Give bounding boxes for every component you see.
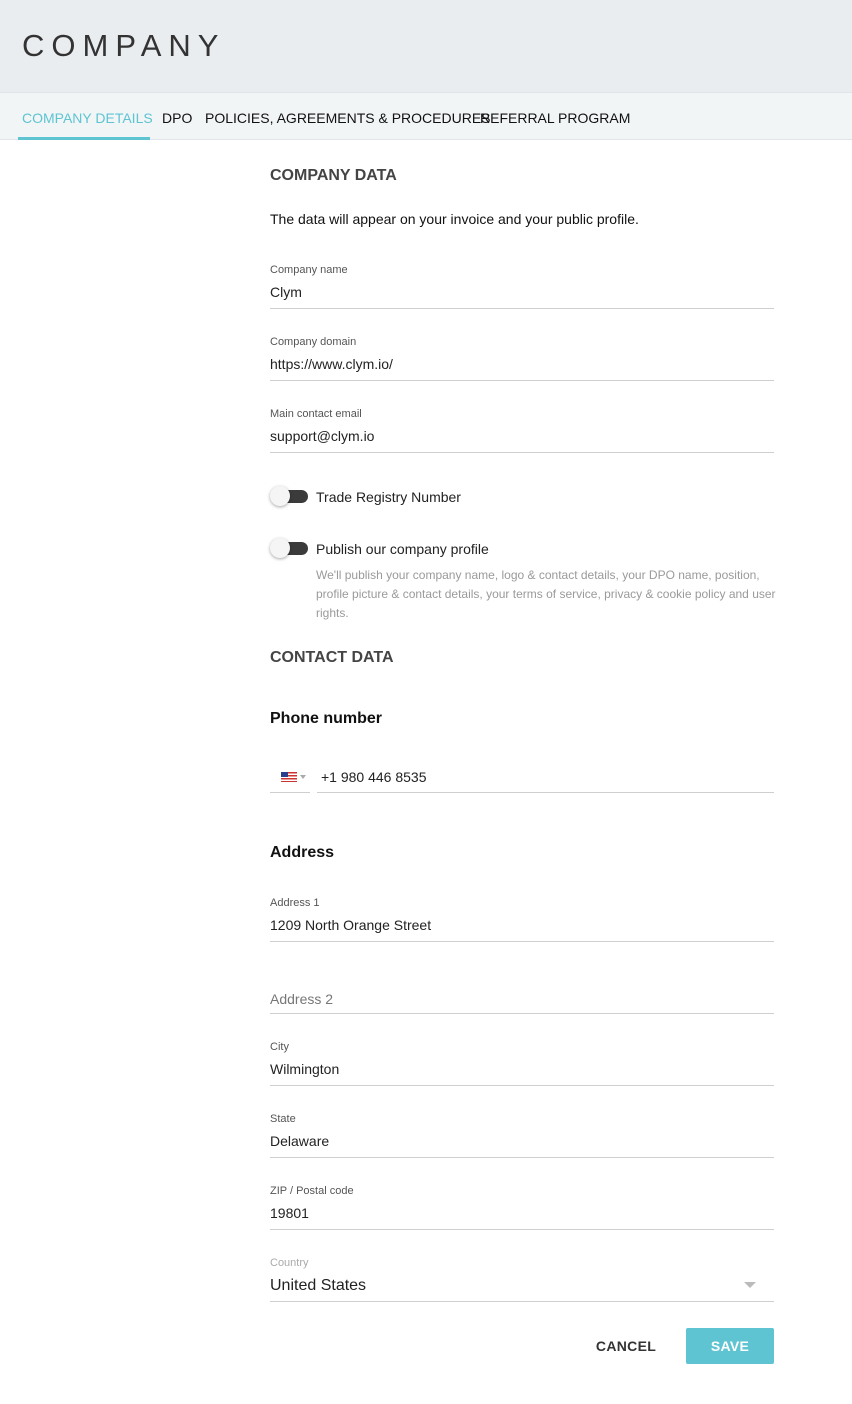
zip-underline — [270, 1229, 774, 1230]
tab-policies-agreements-procedures[interactable]: POLICIES, AGREEMENTS & PROCEDURES — [205, 110, 491, 126]
tab-bar — [0, 92, 852, 140]
publish-profile-label: Publish our company profile — [316, 541, 489, 557]
company-name-label: Company name — [270, 264, 348, 276]
address-heading: Address — [270, 844, 335, 861]
save-button[interactable]: SAVE — [686, 1328, 774, 1364]
company-data-heading: COMPANY DATA — [270, 167, 397, 184]
city-label: City — [270, 1041, 289, 1053]
contact-data-heading: CONTACT DATA — [270, 649, 394, 666]
address2-underline — [270, 1013, 774, 1014]
country-select[interactable]: United States — [270, 1277, 367, 1294]
country-label: Country — [270, 1257, 309, 1269]
company-name-underline — [270, 308, 774, 309]
zip-input[interactable] — [270, 1205, 774, 1221]
trade-registry-label: Trade Registry Number — [316, 489, 461, 505]
toggle-knob — [270, 486, 290, 506]
cancel-button[interactable]: CANCEL — [584, 1328, 668, 1364]
trade-registry-toggle[interactable] — [270, 486, 310, 508]
zip-label: ZIP / Postal code — [270, 1185, 354, 1197]
company-domain-underline — [270, 380, 774, 381]
chevron-down-icon — [744, 1282, 756, 1288]
company-name-input[interactable] — [270, 284, 774, 300]
city-input[interactable] — [270, 1061, 774, 1077]
tab-company-details[interactable]: COMPANY DETAILS — [22, 110, 153, 126]
company-domain-label: Company domain — [270, 336, 357, 348]
page-header — [0, 0, 852, 92]
main-contact-email-label: Main contact email — [270, 408, 362, 420]
publish-profile-help: We'll publish your company name, logo & contact details, your DPO name, position, profile picture & contact details, your terms of service, privacy & cookie policy and user rights. — [316, 568, 776, 620]
publish-profile-toggle[interactable] — [270, 538, 310, 560]
phone-number-underline — [317, 792, 774, 793]
main-contact-email-underline — [270, 452, 774, 453]
tab-referral-program[interactable]: REFERRAL PROGRAM — [480, 110, 631, 126]
address1-label: Address 1 — [270, 897, 320, 909]
active-tab-indicator — [18, 137, 150, 140]
city-underline — [270, 1085, 774, 1086]
country-underline — [270, 1301, 774, 1302]
address1-underline — [270, 941, 774, 942]
company-domain-input[interactable] — [270, 356, 774, 372]
chevron-down-icon — [300, 775, 306, 779]
state-input[interactable] — [270, 1133, 774, 1149]
state-label: State — [270, 1113, 296, 1125]
company-data-intro: The data will appear on your invoice and your public profile. — [270, 211, 639, 227]
address2-input[interactable] — [270, 991, 774, 1007]
toggle-knob — [270, 538, 290, 558]
phone-country-select[interactable] — [270, 764, 310, 793]
page-title: COMPANY — [22, 28, 226, 63]
main-contact-email-input[interactable] — [270, 428, 774, 444]
phone-number-input[interactable] — [321, 769, 774, 785]
us-flag-icon — [281, 772, 297, 782]
address1-input[interactable] — [270, 917, 774, 933]
tab-dpo[interactable]: DPO — [162, 110, 193, 126]
state-underline — [270, 1157, 774, 1158]
phone-number-heading: Phone number — [270, 710, 383, 727]
phone-country-underline — [270, 792, 310, 793]
